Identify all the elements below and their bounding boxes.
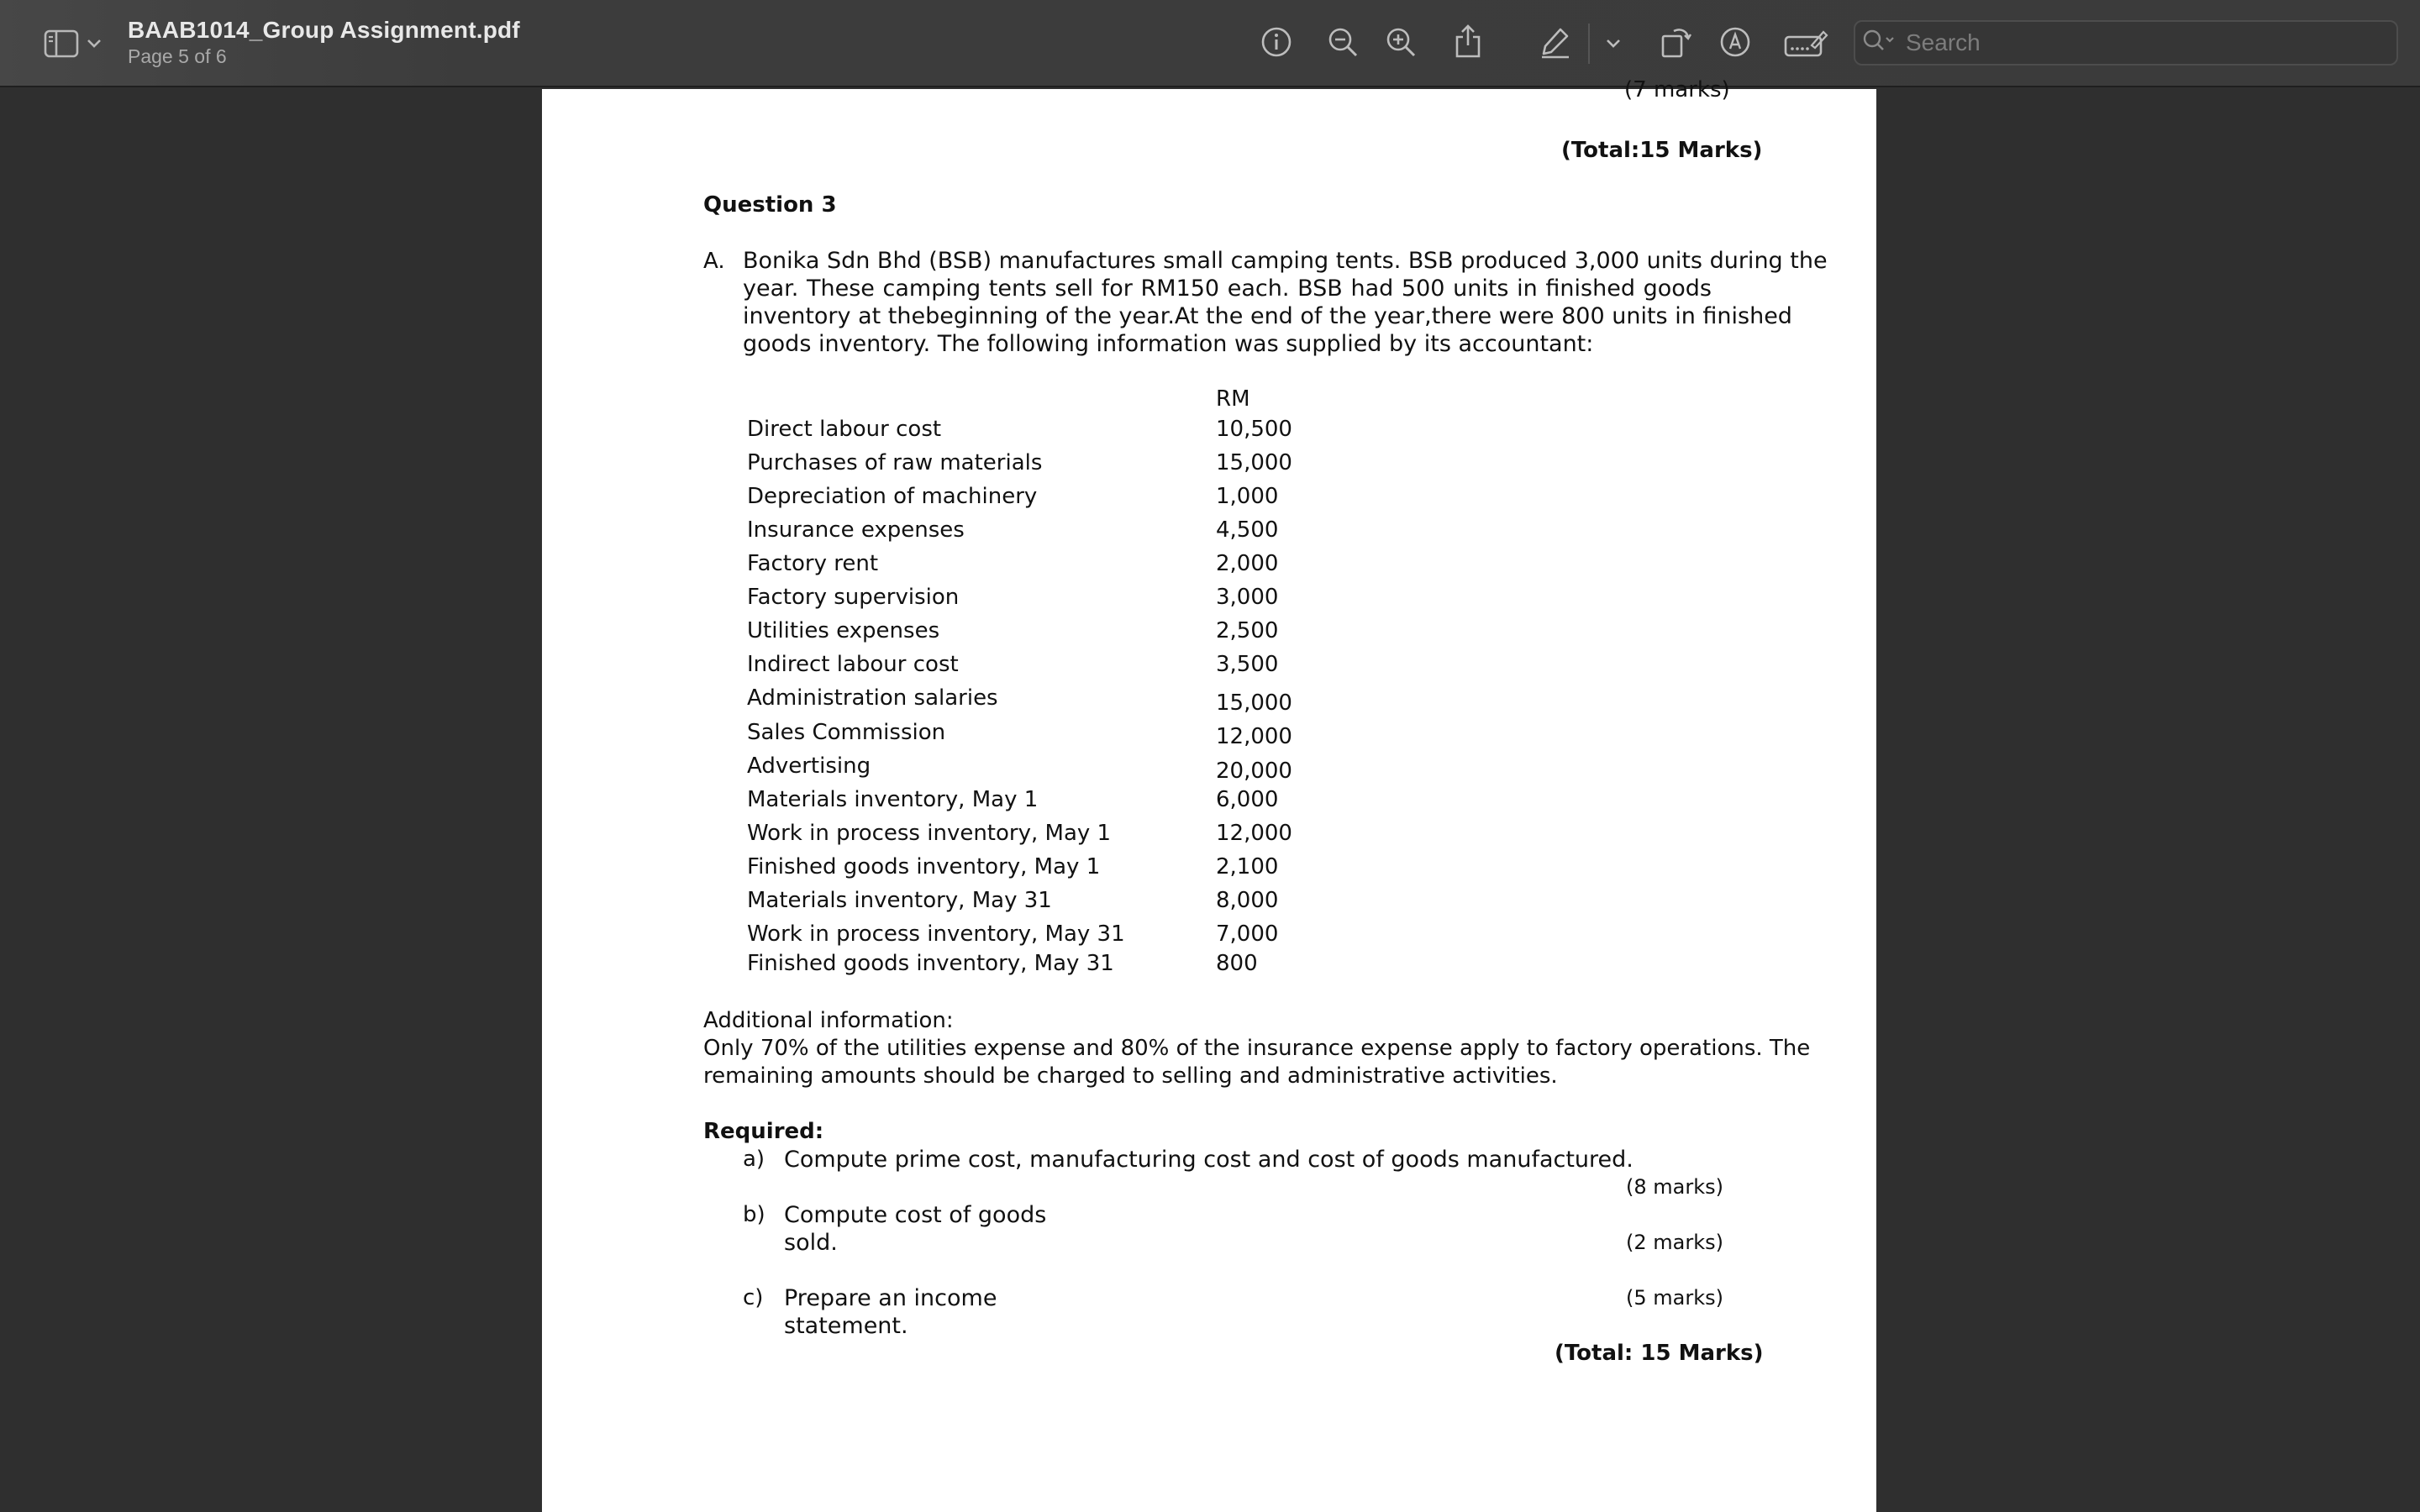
table-row-label: Sales Commission <box>747 720 946 745</box>
toolbar <box>0 0 2420 87</box>
item-text: Compute cost of goods <box>784 1202 1047 1228</box>
zoom-in-icon <box>1385 26 1417 58</box>
table-row-label: Materials inventory, May 1 <box>747 787 1039 812</box>
chevron-down-icon <box>1606 39 1621 49</box>
previous-total-label: (Total:15 Marks) <box>1561 138 1763 163</box>
table-row-value: 2,500 <box>1216 618 1279 643</box>
item-letter: b) <box>743 1202 765 1227</box>
item-text: statement. <box>784 1313 908 1339</box>
page-indicator: Page 5 of 6 <box>128 45 227 67</box>
table-row-value: 2,000 <box>1216 551 1279 576</box>
table-row-label: Insurance expenses <box>747 517 965 543</box>
table-row-label: Factory supervision <box>747 585 960 610</box>
table-row-value: 2,100 <box>1216 854 1279 879</box>
intro-line: Bonika Sdn Bhd (BSB) manufactures small camping tents. BSB produced 3,000 units during the <box>743 248 1828 274</box>
total-marks-label: (Total: 15 Marks) <box>1555 1341 1764 1366</box>
additional-info-line: Only 70% of the utilities expense and 80% of the insurance expense apply to factory operations. The <box>703 1036 1811 1061</box>
additional-info-line: remaining amounts should be charged to selling and administrative activities. <box>703 1063 1558 1089</box>
item-text: Prepare an income <box>784 1285 997 1311</box>
share-icon <box>1454 24 1482 59</box>
table-row-value: 6,000 <box>1216 787 1279 812</box>
question-heading: Question 3 <box>703 192 837 218</box>
zoom-out-icon <box>1327 26 1359 58</box>
share-button[interactable] <box>1450 22 1486 60</box>
table-row-value: 20,000 <box>1216 759 1292 784</box>
table-row-value: 8,000 <box>1216 888 1279 913</box>
table-row-label: Finished goods inventory, May 1 <box>747 854 1101 879</box>
info-icon <box>1260 26 1292 58</box>
table-row-label: Utilities expenses <box>747 618 940 643</box>
table-row-value: 12,000 <box>1216 821 1292 846</box>
table-row-value: 7,000 <box>1216 921 1279 947</box>
search-field[interactable] <box>1854 20 2398 66</box>
zoom-in-button[interactable] <box>1383 24 1418 60</box>
highlighter-pen-icon <box>1539 25 1572 59</box>
info-button[interactable] <box>1259 24 1294 60</box>
item-letter: c) <box>743 1285 764 1310</box>
document-title: BAAB1014_Group Assignment.pdf <box>128 17 520 43</box>
item-marks: (8 marks) <box>1626 1175 1723 1199</box>
rotate-button[interactable] <box>1657 23 1694 61</box>
item-text: Compute prime cost, manufacturing cost and cost of goods manufactured. <box>784 1147 1634 1173</box>
table-row-label: Depreciation of machinery <box>747 484 1038 509</box>
item-marks: (2 marks) <box>1626 1231 1723 1254</box>
table-row-value: 15,000 <box>1216 450 1292 475</box>
chevron-down-icon <box>87 39 102 49</box>
markup-pen-icon <box>1719 26 1751 58</box>
pdf-page <box>542 77 1876 1512</box>
currency-header: RM <box>1216 386 1250 412</box>
rotate-icon <box>1659 24 1692 60</box>
form-fill-icon <box>1783 27 1828 59</box>
table-row-label: Direct labour cost <box>747 417 942 442</box>
search-input[interactable] <box>1904 29 2378 57</box>
intro-line: inventory at thebeginning of the year.At the end of the year,there were 800 units in finished <box>743 303 1792 329</box>
table-row-value: 4,500 <box>1216 517 1279 543</box>
table-row-value: 800 <box>1216 951 1258 976</box>
intro-line: year. These camping tents sell for RM150 each. BSB had 500 units in finished goods <box>743 276 1712 302</box>
table-row-value: 10,500 <box>1216 417 1292 442</box>
item-marks: (5 marks) <box>1626 1286 1723 1310</box>
sidebar-toggle-button[interactable] <box>37 25 108 62</box>
toolbar-divider <box>1588 24 1590 64</box>
item-text: sold. <box>784 1230 838 1256</box>
table-row-value: 15,000 <box>1216 690 1292 716</box>
zoom-out-button[interactable] <box>1325 24 1360 60</box>
table-row-value: 1,000 <box>1216 484 1279 509</box>
table-row-value: 3,500 <box>1216 652 1279 677</box>
markup-button[interactable] <box>1718 24 1753 60</box>
table-row-label: Advertising <box>747 753 871 779</box>
table-row-label: Factory rent <box>747 551 879 576</box>
part-label: A. <box>703 249 725 274</box>
highlight-options-button[interactable] <box>1602 32 1625 55</box>
form-fill-button[interactable] <box>1781 25 1830 60</box>
table-row-label: Administration salaries <box>747 685 998 711</box>
required-heading: Required: <box>703 1119 824 1144</box>
item-letter: a) <box>743 1147 765 1172</box>
intro-line: goods inventory. The following information was supplied by its accountant: <box>743 331 1594 357</box>
table-row-label: Work in process inventory, May 31 <box>747 921 1125 947</box>
additional-info-heading: Additional information: <box>703 1008 954 1033</box>
table-row-label: Indirect labour cost <box>747 652 959 677</box>
table-row-label: Materials inventory, May 31 <box>747 888 1052 913</box>
search-icon <box>1860 28 1897 59</box>
previous-marks-label: (7 marks) <box>1624 77 1730 102</box>
table-row-label: Purchases of raw materials <box>747 450 1043 475</box>
table-row-label: Finished goods inventory, May 31 <box>747 951 1114 976</box>
table-row-value: 3,000 <box>1216 585 1279 610</box>
highlight-button[interactable] <box>1536 24 1575 60</box>
sidebar-icon <box>43 29 80 59</box>
table-row-value: 12,000 <box>1216 724 1292 749</box>
table-row-label: Work in process inventory, May 1 <box>747 821 1112 846</box>
